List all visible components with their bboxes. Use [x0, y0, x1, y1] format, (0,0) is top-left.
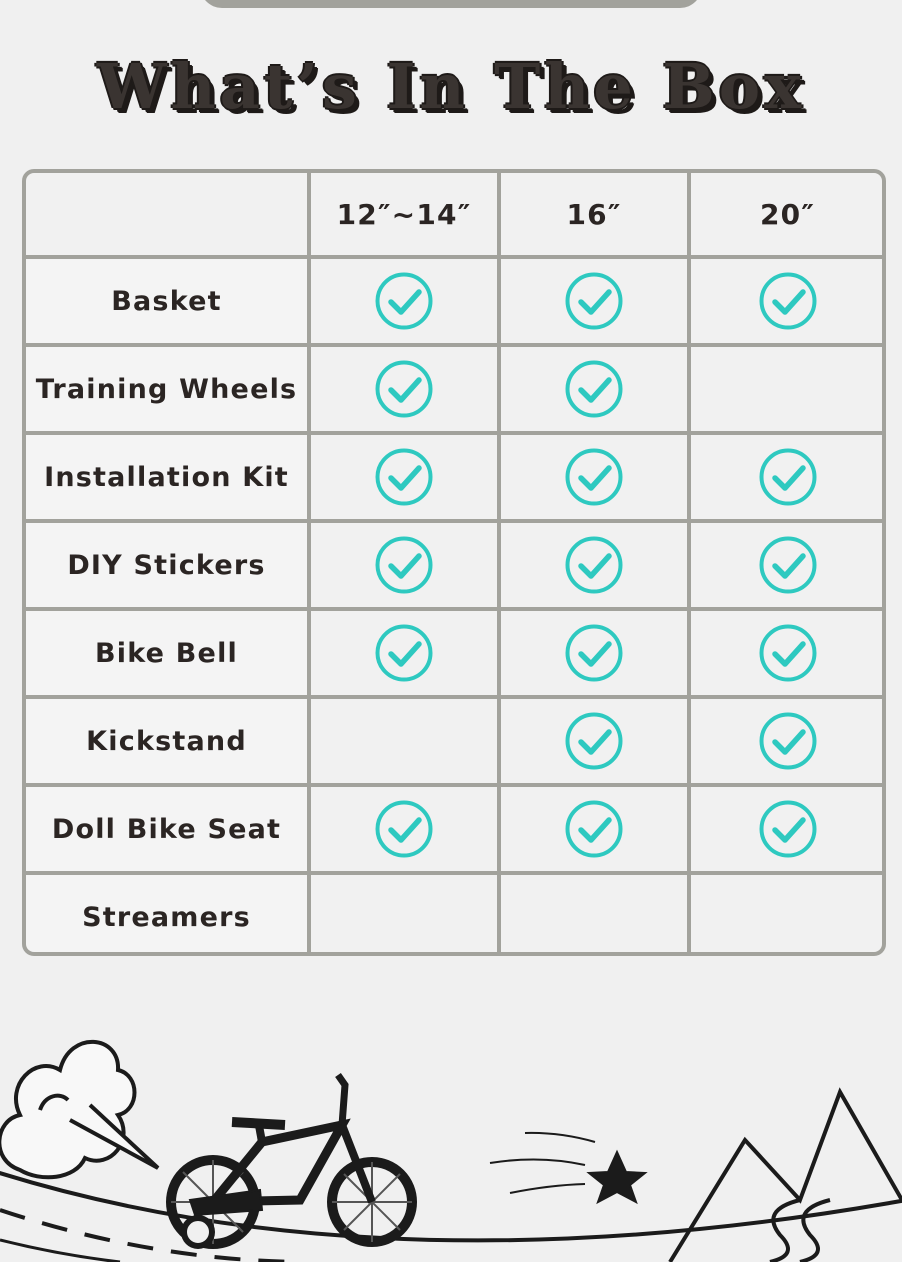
- top-tab-decoration: [200, 0, 702, 8]
- header-cell-empty: [26, 173, 307, 255]
- check-circle-icon: [311, 347, 497, 431]
- check-circle-icon: [501, 347, 687, 431]
- comparison-table: [22, 169, 886, 956]
- mountain-icon: [670, 1092, 902, 1262]
- column-header: 12″~14″: [311, 173, 497, 255]
- check-circle-icon: [311, 523, 497, 607]
- check-circle-icon: [691, 523, 884, 607]
- check-circle-icon: [311, 611, 497, 695]
- road-edge-lower: [0, 1240, 120, 1262]
- column-header: 16″: [501, 173, 687, 255]
- empty-cell: [311, 699, 497, 783]
- empty-cell: [691, 875, 884, 956]
- empty-cell: [501, 875, 687, 956]
- check-circle-icon: [501, 611, 687, 695]
- check-circle-icon: [691, 787, 884, 871]
- cloud-puff-icon: [0, 1042, 158, 1177]
- check-circle-icon: [311, 259, 497, 343]
- column-header: 20″: [691, 173, 884, 255]
- bicycle-icon: [171, 1075, 412, 1246]
- row-label: Training Wheels: [26, 347, 307, 431]
- row-label: Bike Bell: [26, 611, 307, 695]
- check-circle-icon: [691, 699, 884, 783]
- check-circle-icon: [501, 787, 687, 871]
- row-label: Basket: [26, 259, 307, 343]
- check-circle-icon: [501, 699, 687, 783]
- check-circle-icon: [311, 435, 497, 519]
- check-circle-icon: [691, 259, 884, 343]
- check-circle-icon: [501, 435, 687, 519]
- row-label: Streamers: [26, 875, 307, 956]
- check-circle-icon: [501, 523, 687, 607]
- empty-cell: [691, 347, 884, 431]
- road-edge: [0, 1170, 902, 1240]
- bike-scene-illustration: [0, 1000, 902, 1262]
- row-label: Doll Bike Seat: [26, 787, 307, 871]
- shooting-star-icon: [490, 1133, 645, 1202]
- check-circle-icon: [311, 787, 497, 871]
- row-label: Installation Kit: [26, 435, 307, 519]
- empty-cell: [311, 875, 497, 956]
- row-label: Kickstand: [26, 699, 307, 783]
- check-circle-icon: [501, 259, 687, 343]
- page-title: What’s In The Box: [96, 50, 806, 123]
- check-circle-icon: [691, 435, 884, 519]
- row-label: DIY Stickers: [26, 523, 307, 607]
- check-circle-icon: [691, 611, 884, 695]
